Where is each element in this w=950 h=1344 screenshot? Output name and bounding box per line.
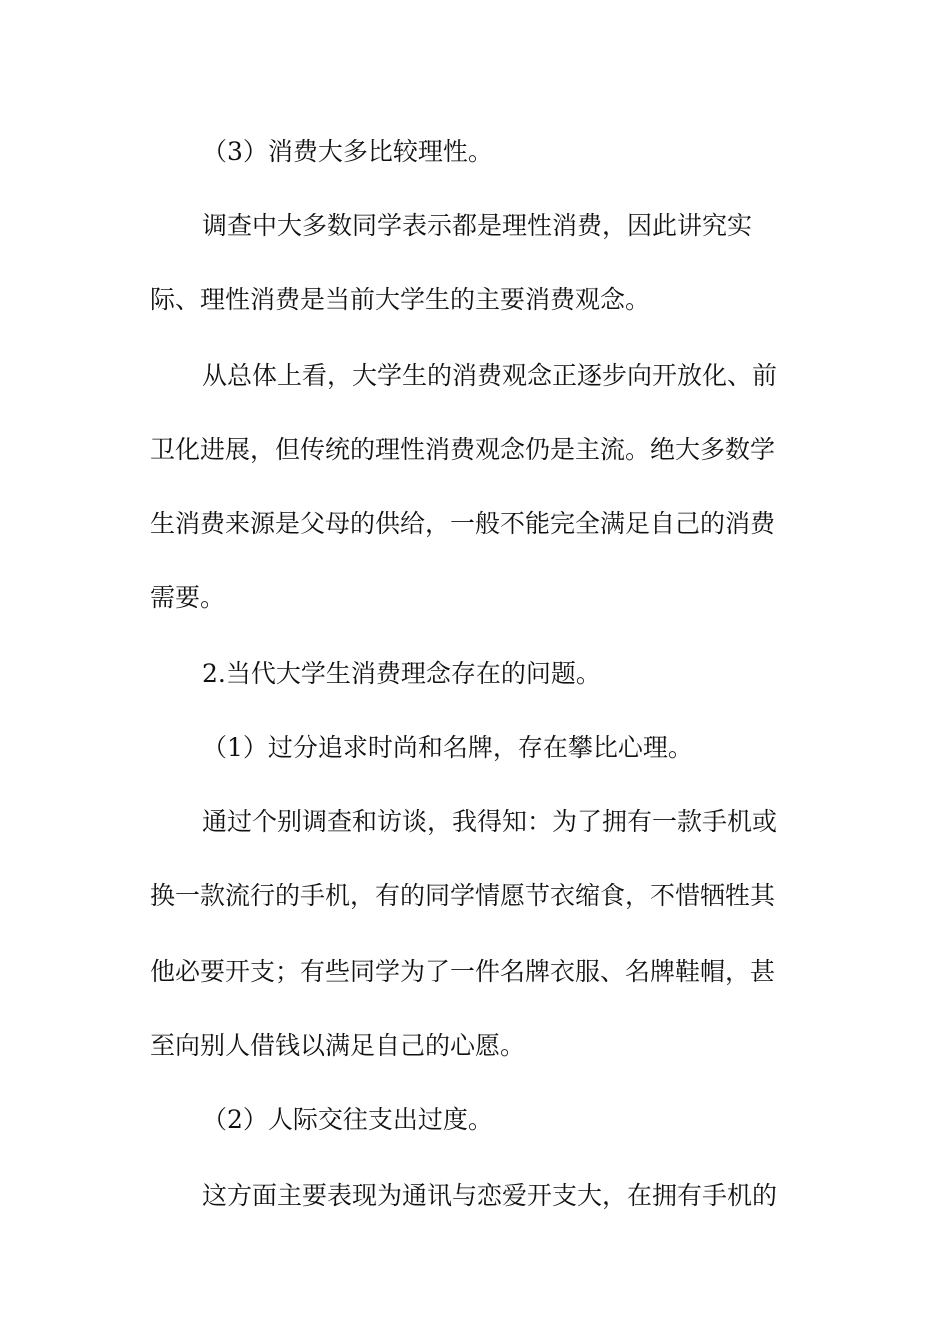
subheading-fashion-brands: （1）过分追求时尚和名牌，存在攀比心理。 xyxy=(202,733,693,762)
paragraph-line: 卫化进展，但传统的理性消费观念仍是主流。绝大多数学 xyxy=(150,435,776,464)
paragraph-line: 通过个别调查和访谈，我得知：为了拥有一款手机或 xyxy=(202,807,778,836)
paragraph-line: 调查中大多数同学表示都是理性消费，因此讲究实 xyxy=(202,211,753,240)
subheading-social-expenses: （2）人际交往支出过度。 xyxy=(202,1105,493,1134)
paragraph-line: 至向别人借钱以满足自己的心愿。 xyxy=(150,1031,526,1060)
subheading-consumption-rational: （3）消费大多比较理性。 xyxy=(202,137,493,166)
paragraph-line: 际、理性消费是当前大学生的主要消费观念。 xyxy=(150,285,651,314)
paragraph-line: 生消费来源是父母的供给，一般不能完全满足自己的消费 xyxy=(150,509,776,538)
paragraph-line: 需要。 xyxy=(150,583,226,612)
section-heading-problems: 2.当代大学生消费理念存在的问题。 xyxy=(202,659,601,688)
paragraph-line: 从总体上看，大学生的消费观念正逐步向开放化、前 xyxy=(202,361,778,390)
paragraph-line: 这方面主要表现为通讯与恋爱开支大，在拥有手机的 xyxy=(202,1181,778,1210)
paragraph-line: 换一款流行的手机，有的同学情愿节衣缩食，不惜牺牲其 xyxy=(150,881,776,910)
paragraph-line: 他必要开支；有些同学为了一件名牌衣服、名牌鞋帽，甚 xyxy=(150,957,776,986)
